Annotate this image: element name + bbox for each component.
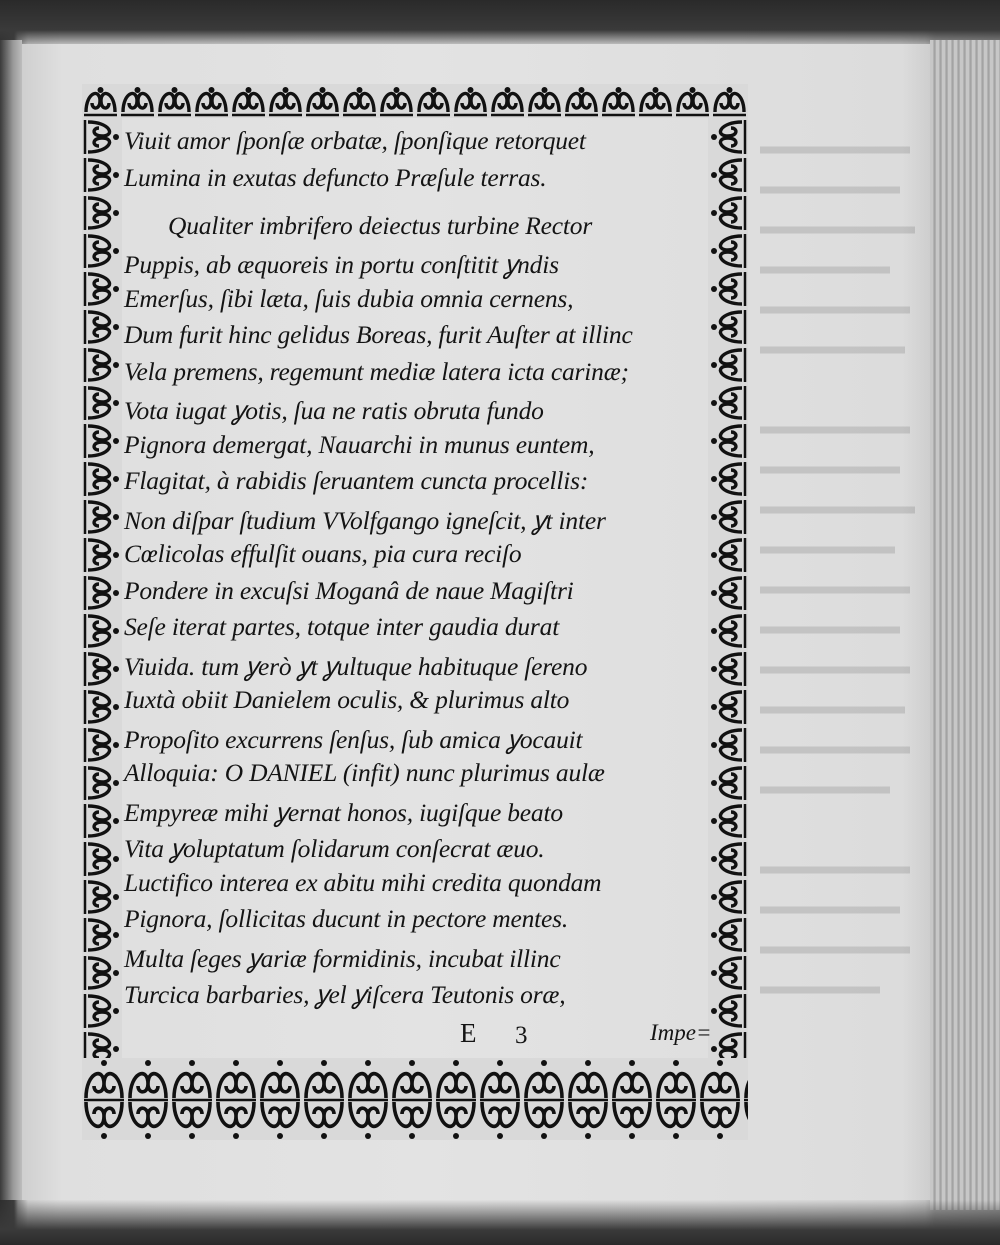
ornamental-border-right [708,118,748,1058]
verse-line: Iuxtà obiit Danielem oculis, & plurimus alto [124,685,570,714]
verse-line: Viuida. tum ỿerò ỿt ỿultuque habituque ſereno [124,652,588,681]
verse-line: Pondere in excuſsi Moganâ de naue Magiſtri [124,576,574,605]
bottom-shadow [0,1200,1000,1245]
page-fore-edge [930,40,1000,1210]
verse-line: Qualiter imbrifero deiectus turbine Rector [168,211,593,240]
ornamental-border-bottom [82,1058,748,1140]
verse-line: Turcica barbaries, ỿel ỿiſcera Teutonis oræ, [124,980,566,1009]
verse-line: Empyreæ mihi ỿernat honos, iugiſque beato [124,798,563,827]
verse-line: Pignora demergat, Nauarchi in munus euntem, [124,430,595,459]
verse-line: Vota iugat ỿotis, ſua ne ratis obruta fundo [124,396,544,425]
verse-line: Non diſpar ſtudium VVolfgango igneſcit, ỿt inter [124,506,606,535]
verse-line: Vita ỿoluptatum ſolidarum conſecrat æuo. [124,834,545,863]
verse-line: Vela premens, regemunt mediæ latera icta carinæ; [124,357,629,386]
ornamental-border-left [82,118,122,1058]
previous-page-edge [0,40,22,1200]
verse-line: Puppis, ab æquoreis in portu conſtitit ỿndis [124,250,559,279]
ornamental-border-top [82,84,748,118]
verse-line: Multa ſeges ỿariæ formidinis, incubat illinc [124,944,561,973]
verse-line: Lumina in exutas defuncto Præſule terras. [124,163,547,192]
page-number: 3 [515,1022,528,1049]
verse-line: Flagitat, à rabidis ſeruantem cuncta procellis: [124,466,589,495]
signature-mark: E [460,1018,477,1048]
bleed-through-text [760,120,920,1020]
catchword: Impe= [650,1020,712,1045]
verse-line: Seſe iterat partes, totque inter gaudia durat [124,612,560,641]
verse-line: Cœlicolas effulſit ouans, pia cura reciſo [124,539,522,568]
top-shadow [0,0,1000,48]
verse-line: Luctifico interea ex abitu mihi credita quondam [124,868,602,897]
verse-line: Pignora, ſollicitas ducunt in pectore mentes. [124,904,569,933]
verse-text-block [124,126,708,1056]
verse-line: Dum furit hinc gelidus Boreas, furit Auſter at illinc [124,320,633,349]
verse-line: Emerſus, ſibi læta, ſuis dubia omnia cernens, [124,284,574,313]
verse-line: Propoſito excurrens ſenſus, ſub amica ỿocauit [124,725,583,754]
verse-line: Viuit amor ſponſæ orbatæ, ſponſique retorquet [124,126,586,155]
verse-line: Alloquia: O DANIEL (infit) nunc plurimus aulæ [124,758,605,787]
